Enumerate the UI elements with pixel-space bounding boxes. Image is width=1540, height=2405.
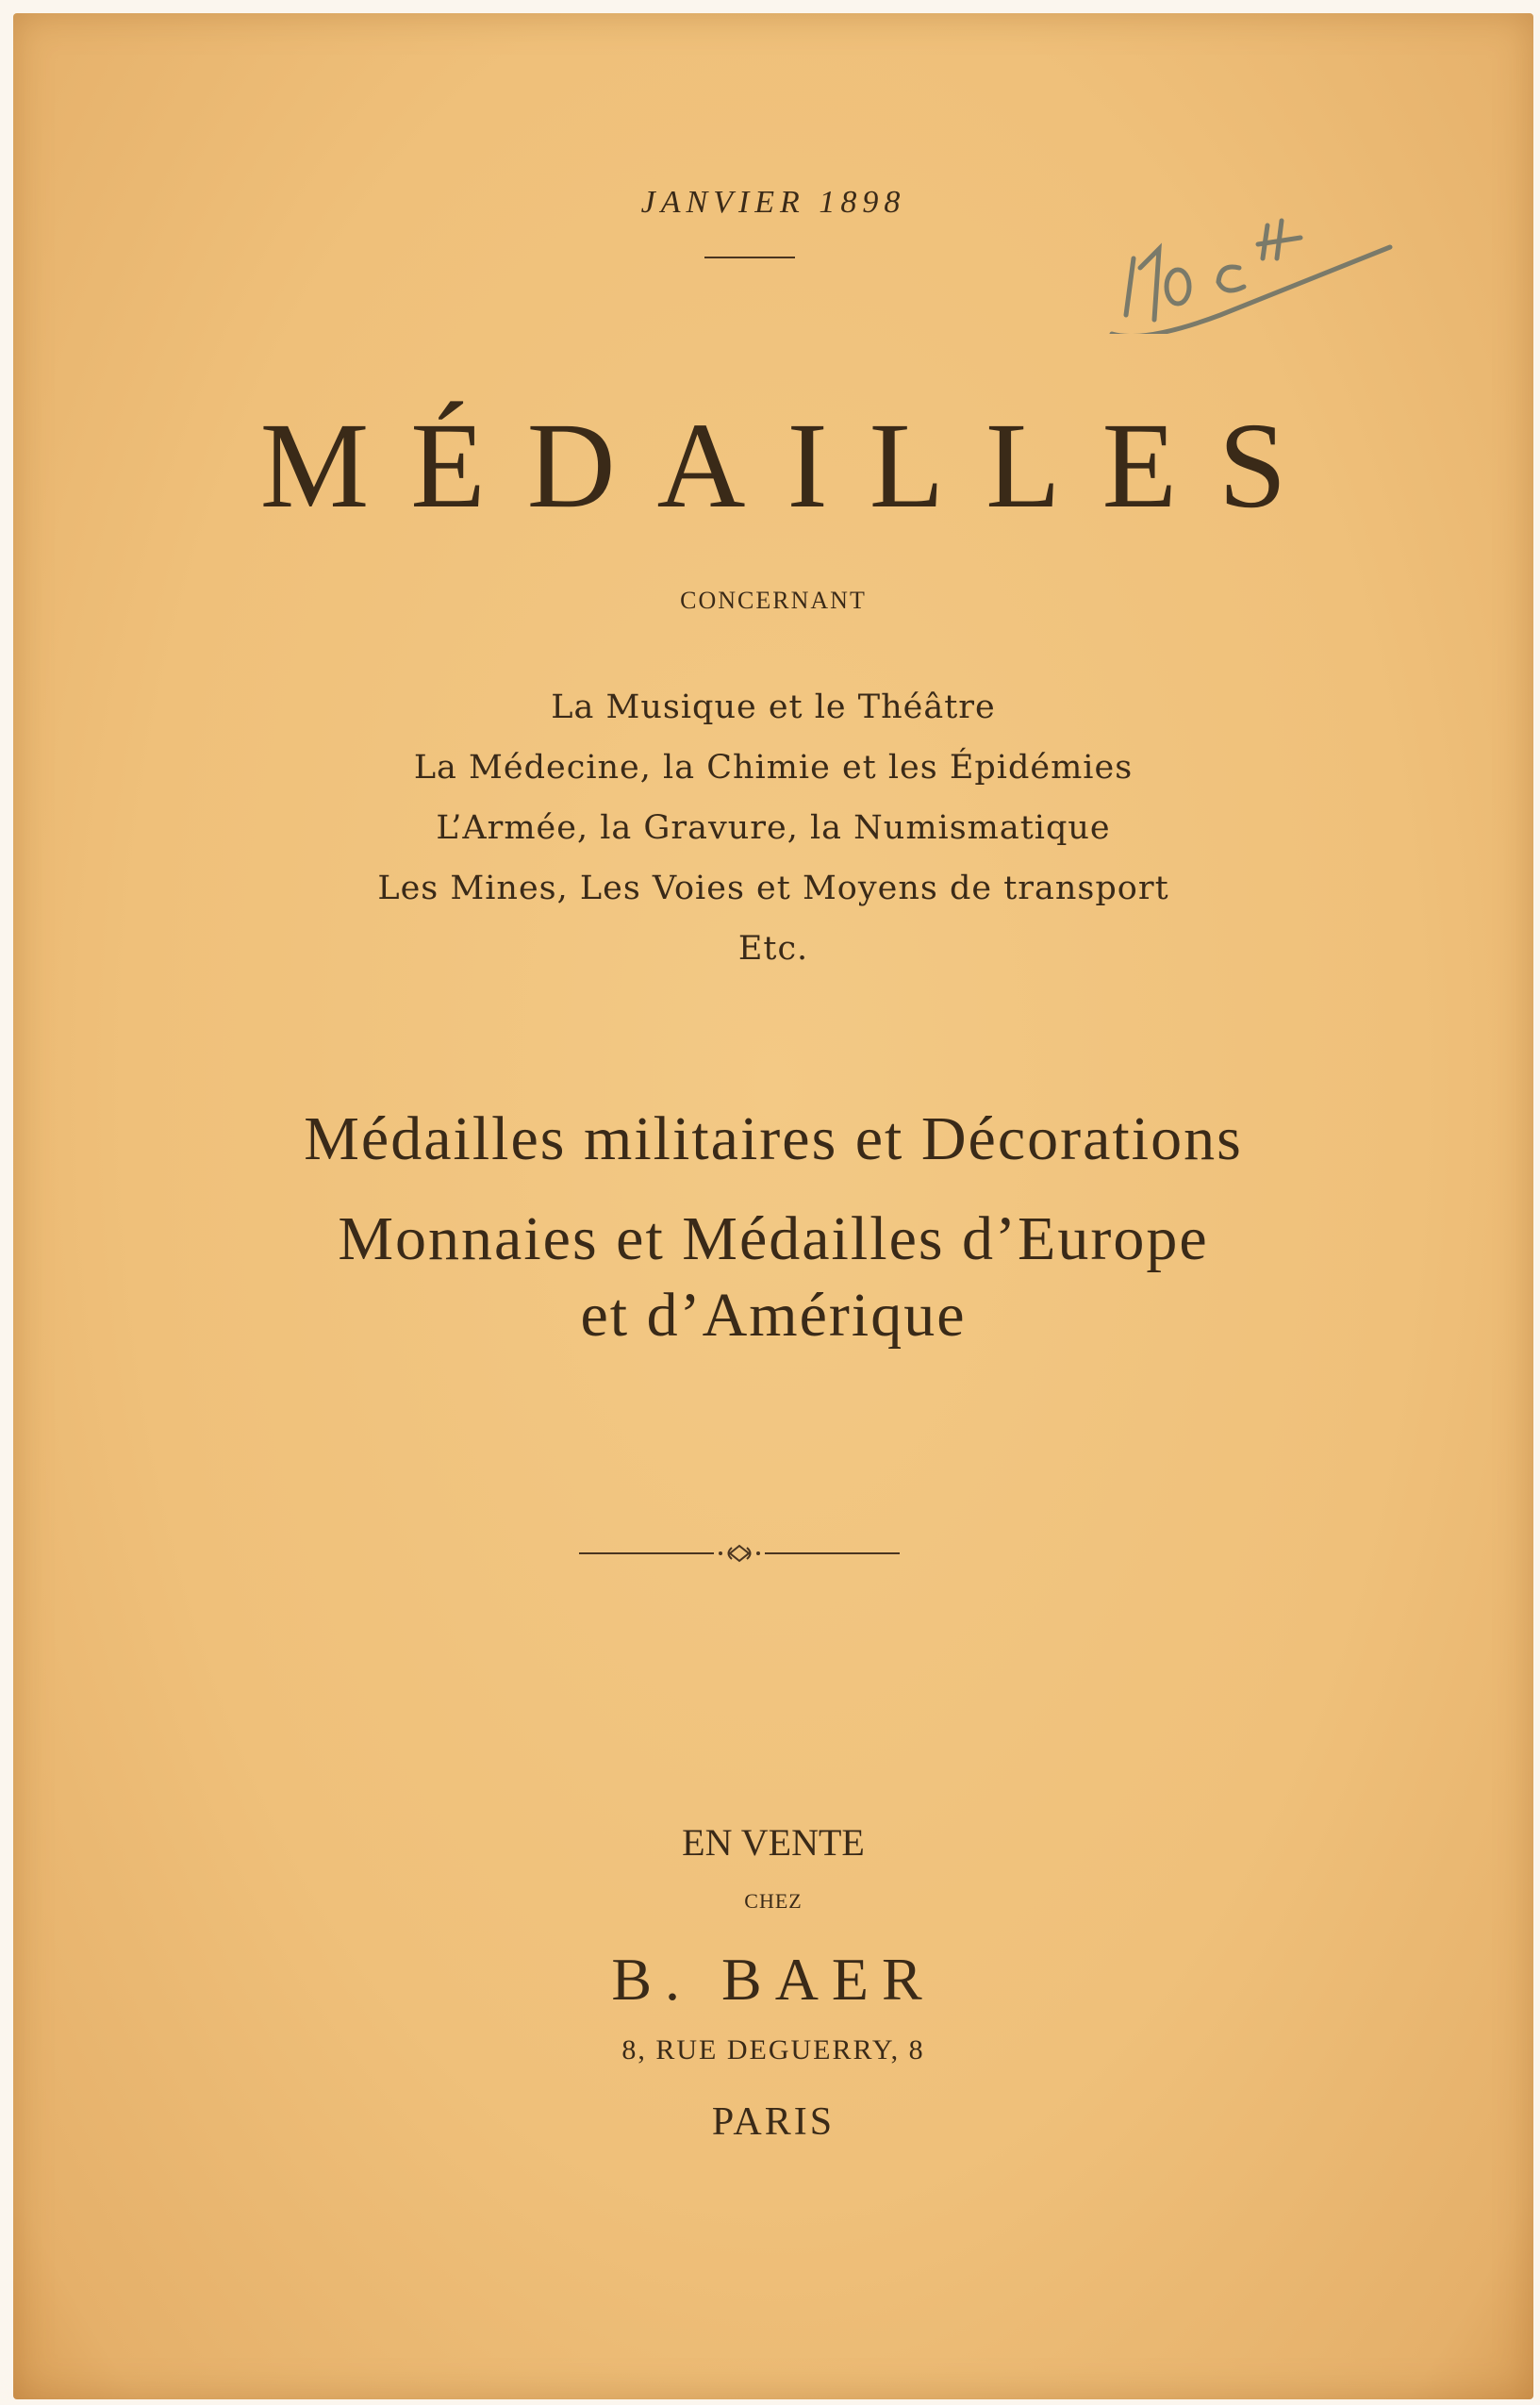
- catalogue-cover: [13, 13, 1533, 2399]
- subject-line: La Médecine, la Chimie et les Épidémies: [413, 749, 1134, 787]
- publisher-address: 8, RUE DEGUERRY, 8: [621, 2034, 925, 2065]
- publisher-city: PARIS: [711, 2100, 836, 2144]
- concernant-label: CONCERNANT: [680, 587, 867, 614]
- heading-line: Médailles militaires et Décorations: [304, 1104, 1243, 1173]
- ornament-divider: [579, 1539, 900, 1567]
- publisher-name: B. BAER: [611, 1946, 936, 2013]
- subject-line: Etc.: [737, 930, 809, 968]
- subject-line: Les Mines, Les Voies et Moyens de transport: [377, 870, 1169, 907]
- subject-line: L’Armée, la Gravure, la Numismatique: [436, 809, 1111, 847]
- divider: [704, 257, 795, 258]
- title: MÉDAILLES: [259, 398, 1329, 534]
- date: JANVIER 1898: [640, 185, 906, 220]
- subject-line: La Musique et le Théâtre: [551, 688, 996, 726]
- heading-line: Monnaies et Médailles d’Europe: [338, 1204, 1209, 1273]
- en-vente: EN VENTE: [682, 1821, 865, 1864]
- handwritten-note: [1107, 202, 1409, 334]
- chez: CHEZ: [744, 1889, 803, 1913]
- heading-line: et d’Amérique: [580, 1281, 967, 1350]
